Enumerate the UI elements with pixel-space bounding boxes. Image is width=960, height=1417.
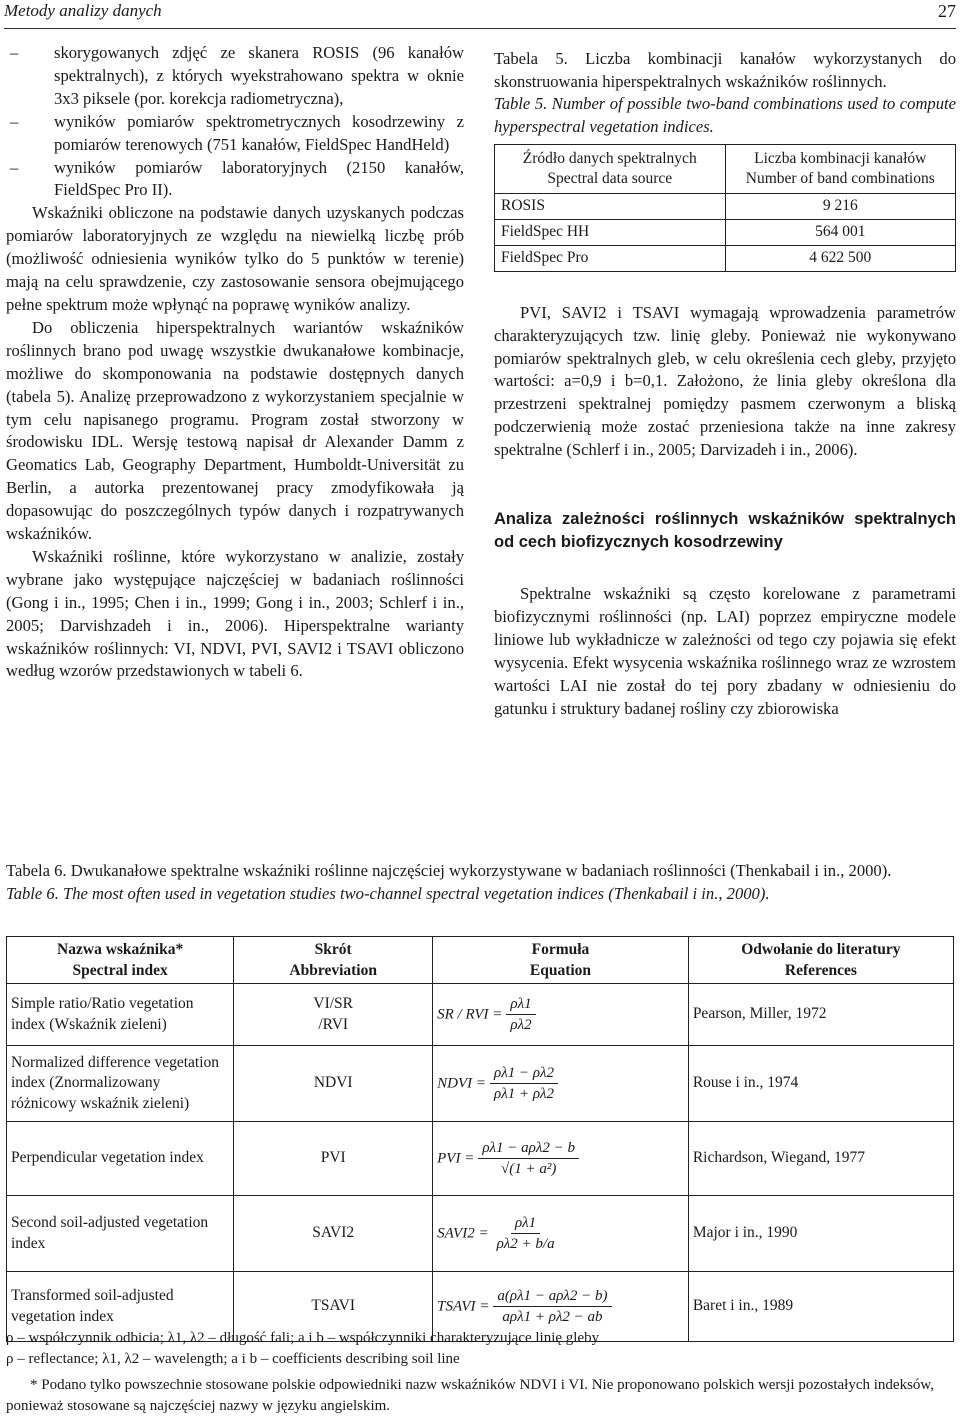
table-header-cell: Odwołanie do literatury References <box>688 937 953 984</box>
footnote: ρ – reflectance; λ1, λ2 – wavelength; a i b – coefficients describing soil line <box>6 1351 460 1367</box>
table-header-cell: Nazwa wskaźnika* Spectral index <box>7 937 234 984</box>
table-row <box>7 1196 954 1272</box>
dash-marker: – <box>10 157 19 177</box>
dash-marker: – <box>10 43 19 62</box>
index-abbr: VI/SR /RVI <box>234 984 433 1046</box>
table-header-cell: Skrót Abbreviation <box>234 937 433 984</box>
body-paragraph: Spektralne wskaźniki są często korelowane z parametrami biofizycznymi roślinności (np. LAI) poprzez empiryczne modele liniowe lub wykładnicze w zależności od tego czy pojawia się efekt wysycenia. Efekt wysycenia wskaźnika roślinnego wraz ze wzrostem wartości LAI nie został do tej pory zbadany w odniesieniu do gatunku i struktury badanej rośliny czy zbiorowiska <box>494 584 956 718</box>
header-rule <box>4 28 956 29</box>
index-abbr: PVI <box>234 1122 433 1196</box>
formula-numerator: a(ρλ1 − aρλ2 − b) <box>493 1286 611 1308</box>
footnote: ρ – współczynnik odbicia; λ1, λ2 – długość fali; a i b – współczynniki charakteryzujące linię gleby <box>6 1330 600 1346</box>
formula-numerator: ρλ1 <box>506 994 535 1016</box>
table-cell: FieldSpec HH <box>495 219 726 245</box>
index-name: Normalized difference vegetation index (Znormalizowany różnicowy wskaźnik zieleni) <box>7 1046 234 1122</box>
table5 <box>494 144 956 272</box>
table-row <box>495 194 956 220</box>
index-reference: Major i in., 1990 <box>688 1196 953 1272</box>
table-row <box>495 219 956 245</box>
table-row <box>7 1046 954 1122</box>
list-item-text: wyników pomiarów laboratoryjnych (2150 kanałów, FieldSpec Pro II). <box>54 157 464 200</box>
index-name: Transformed soil-adjusted vegetation index <box>7 1272 234 1342</box>
index-formula <box>433 1196 689 1272</box>
left-column <box>6 42 464 683</box>
formula-numerator: ρλ1 − ρλ2 <box>490 1063 558 1085</box>
body-paragraph: Wskaźniki roślinne, które wykorzystano w analizie, zostały wybrane jako występujące najczęściej w badaniach roślinności (Gong i in., 1995; Chen i in., 1999; Gong i in., 2003; Schlerf i in., 2005; Darvishzadeh i in., 2006). Hiperspektralne warianty wskaźników roślinnych: VI, NDVI, PVI, SAVI2 i TSAVI obliczono według wzorów przedstawionych w tabeli 6. <box>6 546 464 681</box>
table-header-cell: Formuła Equation <box>433 937 689 984</box>
formula-numerator: ρλ1 <box>511 1213 540 1235</box>
body-paragraph: Wskaźniki obliczone na podstawie danych uzyskanych podczas pomiarów laboratoryjnych ze względu na niewielką liczbę prób (możliwość odniesienia wyników tylko do 5 punktów w terenie) mają na celu sprawdzenie, czy zastosowanie sensora obejmującego pełne spektrum może wpłynąć na poprawę wyników analizy. <box>6 203 464 314</box>
formula-lhs: TSAVI = <box>437 1297 490 1314</box>
table-row <box>7 984 954 1046</box>
table-cell: ROSIS <box>495 194 726 220</box>
formula-denominator: √(1 + a²) <box>500 1161 557 1177</box>
index-name: Perpendicular vegetation index <box>7 1122 234 1196</box>
index-abbr: TSAVI <box>234 1272 433 1342</box>
index-name: Second soil-adjusted vegetation index <box>7 1196 234 1272</box>
table5-caption-en: Table 5. Number of possible two-band combinations used to compute hyperspectral vegetation indices. <box>494 94 956 136</box>
formula-denominator: ρλ2 + b/a <box>496 1236 555 1252</box>
table-cell: 9 216 <box>725 194 956 220</box>
table-header-cell: Liczba kombinacji kanałów Number of band combinations <box>725 145 956 194</box>
table6-caption <box>6 860 956 905</box>
index-reference: Baret i in., 1989 <box>688 1272 953 1342</box>
index-formula <box>433 1122 689 1196</box>
body-paragraph: Do obliczenia hiperspektralnych wariantów wskaźników roślinnych brano pod uwagę wszystkie dwukanałowe kombinacje, możliwe do skomponowania na podstawie dostępnych danych (tabela 5). Analizę przeprowadzono z wykorzystaniem specjalnie w tym celu napisanego programu. Program został stworzony w środowisku IDL. Wersję testową napisał dr Alexander Damm z Geomatics Lab, Geography Department, Humboldt-Universität zu Berlin, a autorka prezentowanej pracy zmodyfikowała ją dopasowując do poszczególnych typów danych i rozpatrywanych wskaźników. <box>6 317 464 544</box>
index-name: Simple ratio/Ratio vegetation index (Wskaźnik zieleni) <box>7 984 234 1046</box>
right-column <box>494 48 956 721</box>
body-paragraph: PVI, SAVI2 i TSAVI wymagają wprowadzenia parametrów charakteryzujących tzw. linię gleby. Ponieważ nie wykonywano pomiarów spektralnych gleb, w celu określenia cech gleby, przyjęto wartości: a=0,9 i b=0,1. Założono, że linia gleby określona dla przestrzeni spektralnej pomiędzy pasmem czerwonym a bliską podczerwienią może zostać przeniesiona także na inne zakresy spektralne (Schlerf i in., 2005; Darvizadeh i in., 2006). <box>494 302 956 460</box>
formula-denominator: aρλ1 + ρλ2 − ab <box>502 1309 603 1325</box>
table6 <box>6 936 954 1342</box>
index-reference: Rouse i in., 1974 <box>688 1046 953 1122</box>
list-item-text: skorygowanych zdjęć ze skanera ROSIS (96 kanałów spektralnych), z których wyekstrahowano spektra w oknie 3x3 piksele (por. korekcja radiometryczna), <box>54 43 464 108</box>
formula-lhs: SR / RVI = <box>437 1005 503 1022</box>
footnote: * Podano tylko powszechnie stosowane polskie odpowiedniki nazw wskaźników NDVI i VI. Nie proponowano polskich wersji pozostałych indeksów, ponieważ stosowane są najczęściej nazwy w języku angielskim. <box>6 1377 935 1414</box>
formula-denominator: ρλ2 <box>510 1017 532 1033</box>
table-cell: FieldSpec Pro <box>495 245 726 271</box>
index-formula <box>433 1046 689 1122</box>
table6-caption-en: Table 6. The most often used in vegetation studies two-channel spectral vegetation indices (Thenkabail i in., 2000). <box>6 883 770 903</box>
list-item-text: wyników pomiarów spektrometrycznych kosodrzewiny z pomiarów terenowych (751 kanałów, FieldSpec HandHeld) <box>54 111 464 154</box>
index-formula <box>433 984 689 1046</box>
table-header-cell: Źródło danych spektralnych Spectral data source <box>495 145 726 194</box>
table-cell: 564 001 <box>725 219 956 245</box>
table-row <box>7 1122 954 1196</box>
formula-lhs: PVI = <box>437 1149 475 1166</box>
formula-denominator: ρλ1 + ρλ2 <box>494 1086 555 1102</box>
section-heading: Analiza zależności roślinnych wskaźników spektralnych od cech biofizycznych kosodrzewiny <box>494 510 956 551</box>
page-number: 27 <box>938 1 956 21</box>
table-cell: 4 622 500 <box>725 245 956 271</box>
formula-lhs: SAVI2 = <box>437 1224 489 1241</box>
index-reference: Pearson, Miller, 1972 <box>688 984 953 1046</box>
index-reference: Richardson, Wiegand, 1977 <box>688 1122 953 1196</box>
table6-caption-pl: Tabela 6. Dwukanałowe spektralne wskaźniki roślinne najczęściej wykorzystywane w badaniach roślinności (Thenkabail i in., 2000). <box>6 861 892 880</box>
index-abbr: NDVI <box>234 1046 433 1122</box>
dash-marker: – <box>10 111 19 131</box>
list-item <box>6 157 464 203</box>
table5-caption-pl: Tabela 5. Liczba kombinacji kanałów wykorzystanych do skonstruowania hiperspektralnych wskaźników roślinnych. <box>494 49 956 91</box>
table-row <box>495 245 956 271</box>
table-footnotes <box>6 1328 956 1417</box>
formula-lhs: NDVI = <box>437 1074 486 1091</box>
running-header: Metody analizy danych <box>4 1 162 20</box>
index-abbr: SAVI2 <box>234 1196 433 1272</box>
formula-numerator: ρλ1 − aρλ2 − b <box>478 1138 579 1160</box>
list-item <box>6 111 464 157</box>
list-item <box>6 42 464 111</box>
